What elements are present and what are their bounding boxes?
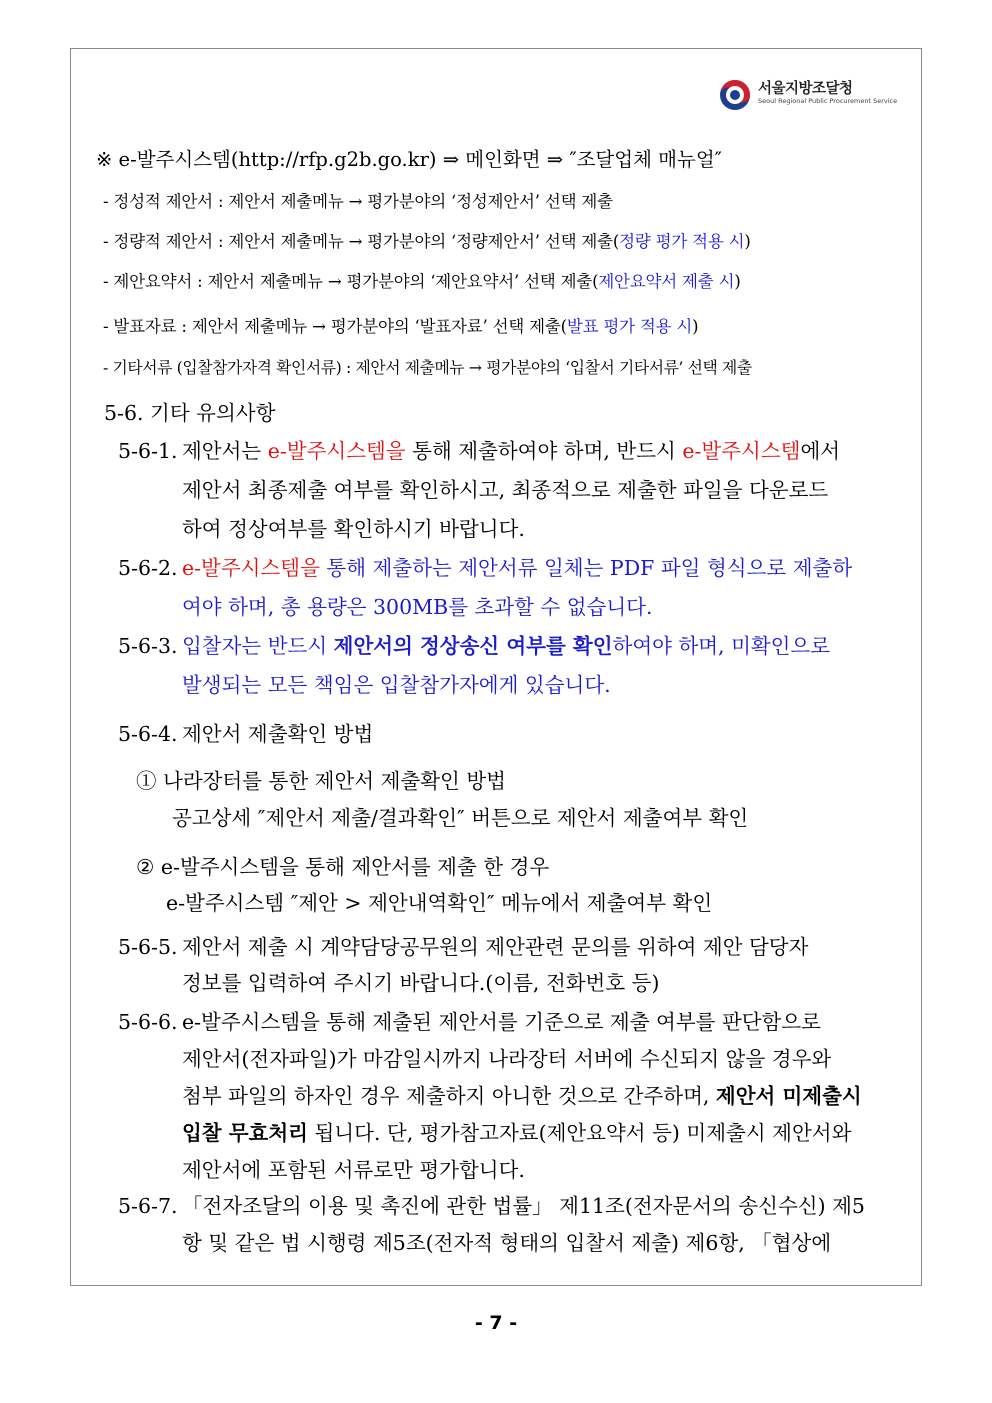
emphasis-blue: 통해 제출하는 제안서류 일체는 PDF 파일 형식으로 제출하	[319, 556, 853, 580]
text-run: 통해 제출하여야 하며, 반드시	[405, 439, 683, 463]
item-number: 5-6-5.	[118, 935, 178, 959]
emphasis-blue: 입찰자는 반드시	[182, 634, 334, 658]
item-5-6-1-line: 제안서 최종제출 여부를 확인하시고, 최종적으로 제출한 파일을 다운로드	[182, 478, 829, 502]
intro-item-text: - 정성적 제안서 : 제안서 제출메뉴 → 평가분야의 ‘정성제안서’ 선택 제출	[103, 192, 613, 211]
emphasis-red: e-발주시스템	[682, 439, 801, 463]
intro-item-note: 제안요약서 제출 시	[598, 272, 735, 291]
intro-item	[103, 268, 741, 292]
intro-item-text: - 정량적 제안서 : 제안서 제출메뉴 → 평가분야의 ‘정량제안서’ 선택 제출(	[103, 232, 620, 251]
item-number: 5-6-4.	[118, 722, 178, 746]
page-number: - 7 -	[474, 1312, 518, 1334]
item-5-6-6-line	[182, 1079, 862, 1109]
emphasis-red: e-발주시스템을	[267, 439, 406, 463]
check-method-1-title: ① 나라장터를 통한 제안서 제출확인 방법	[136, 769, 506, 793]
item-5-6-2-line: 여야 하며, 총 용량은 300MB를 초과할 수 없습니다.	[182, 595, 653, 619]
taegeuk-emblem-icon	[717, 77, 753, 113]
item-5-6-6-line: 제안서(전자파일)가 마감일시까지 나라장터 서버에 수신되지 않을 경우와	[182, 1047, 832, 1071]
intro-item-note: 정량 평가 적용 시	[619, 232, 745, 251]
text-run: 에서	[800, 439, 841, 463]
item-5-6-1-line: 하여 정상여부를 확인하시기 바랍니다.	[182, 517, 525, 541]
item-5-6-7-line	[118, 1189, 865, 1219]
intro-item	[103, 188, 613, 212]
item-number: 5-6-3.	[118, 634, 178, 658]
section-heading: 5-6. 기타 유의사항	[104, 401, 276, 425]
text-run: 제안서 제출확인 방법	[182, 722, 374, 746]
intro-main: ※ e-발주시스템(http://rfp.g2b.go.kr) ⇒ 메인화면 ⇒ ″조달업체 매뉴얼″	[96, 148, 722, 171]
intro-item	[103, 228, 751, 252]
check-method-2-title: ② e-발주시스템을 통해 제안서를 제출 한 경우	[136, 855, 550, 879]
item-5-6-3-line: 발생되는 모든 책임은 입찰참가자에게 있습니다.	[182, 673, 611, 697]
intro-item-close: )	[744, 232, 751, 251]
emphasis-blue: 하여야 하며, 미확인으로	[612, 634, 831, 658]
item-number: 5-6-2.	[118, 556, 178, 580]
intro-item-close: )	[734, 272, 741, 291]
item-5-6-6-line	[182, 1116, 851, 1146]
emphasis-bold: 제안서 미제출시	[715, 1084, 862, 1108]
check-method-1-body: 공고상세 ″제안서 제출/결과확인″ 버튼으로 제안서 제출여부 확인	[172, 806, 749, 830]
intro-item-text: - 발표자료 : 제안서 제출메뉴 → 평가분야의 ‘발표자료’ 선택 제출(	[103, 317, 567, 336]
item-5-6-4-line	[118, 717, 373, 747]
text-run: 제안서는	[182, 439, 268, 463]
text-run: 제안서 제출 시 계약담당공무원의 제안관련 문의를 위하여 제안 담당자	[182, 935, 809, 959]
emphasis-bold: 입찰 무효처리	[182, 1121, 308, 1145]
item-5-6-6-line	[118, 1005, 821, 1035]
item-5-6-5-line: 정보를 입력하여 주시기 바랍니다.(이름, 전화번호 등)	[182, 971, 660, 995]
item-5-6-3-line	[118, 629, 830, 659]
intro-item-text: - 제안요약서 : 제안서 제출메뉴 → 평가분야의 ‘제안요약서’ 선택 제출(	[103, 272, 599, 291]
intro-item-text: - 기타서류 (입찰참가자격 확인서류) : 제안서 제출메뉴 → 평가분야의 ‘입찰서 기타서류’ 선택 제출	[103, 358, 752, 377]
intro-item	[103, 313, 698, 337]
item-5-6-6-line: 제안서에 포함된 서류로만 평가합니다.	[182, 1158, 525, 1182]
emphasis-red: e-발주시스템을	[182, 556, 320, 580]
text-run: 첨부 파일의 하자인 경우 제출하지 아니한 것으로 간주하며,	[182, 1084, 716, 1108]
intro-item	[103, 355, 752, 378]
org-name-en: Seoul Regional Public Procurement Service	[758, 97, 898, 105]
org-name: 서울지방조달청	[758, 81, 853, 97]
item-number: 5-6-6.	[118, 1010, 178, 1034]
intro-item-close: )	[692, 317, 699, 336]
text-run: 됩니다. 단, 평가참고자료(제안요약서 등) 미제출시 제안서와	[307, 1121, 852, 1145]
text-run: e-발주시스템을 통해 제출된 제안서를 기준으로 제출 여부를 판단함으로	[182, 1010, 821, 1034]
emphasis-blue-bold: 제안서의 정상송신 여부를 확인	[333, 634, 613, 658]
item-5-6-5-line	[118, 930, 808, 960]
intro-item-note: 발표 평가 적용 시	[566, 317, 693, 336]
item-5-6-2-line	[118, 551, 852, 581]
org-logo	[717, 77, 917, 115]
item-5-6-1-line	[118, 434, 840, 464]
item-5-6-7-line: 항 및 같은 법 시행령 제5조(전자적 형태의 입찰서 제출) 제6항, 「협상에	[182, 1231, 832, 1255]
item-number: 5-6-1.	[118, 439, 178, 463]
text-run: 「전자조달의 이용 및 촉진에 관한 법률」 제11조(전자문서의 송신수신) 제5	[182, 1194, 865, 1218]
item-number: 5-6-7.	[118, 1194, 178, 1218]
check-method-2-body: e-발주시스템 ″제안 > 제안내역확인″ 메뉴에서 제출여부 확인	[166, 891, 713, 915]
